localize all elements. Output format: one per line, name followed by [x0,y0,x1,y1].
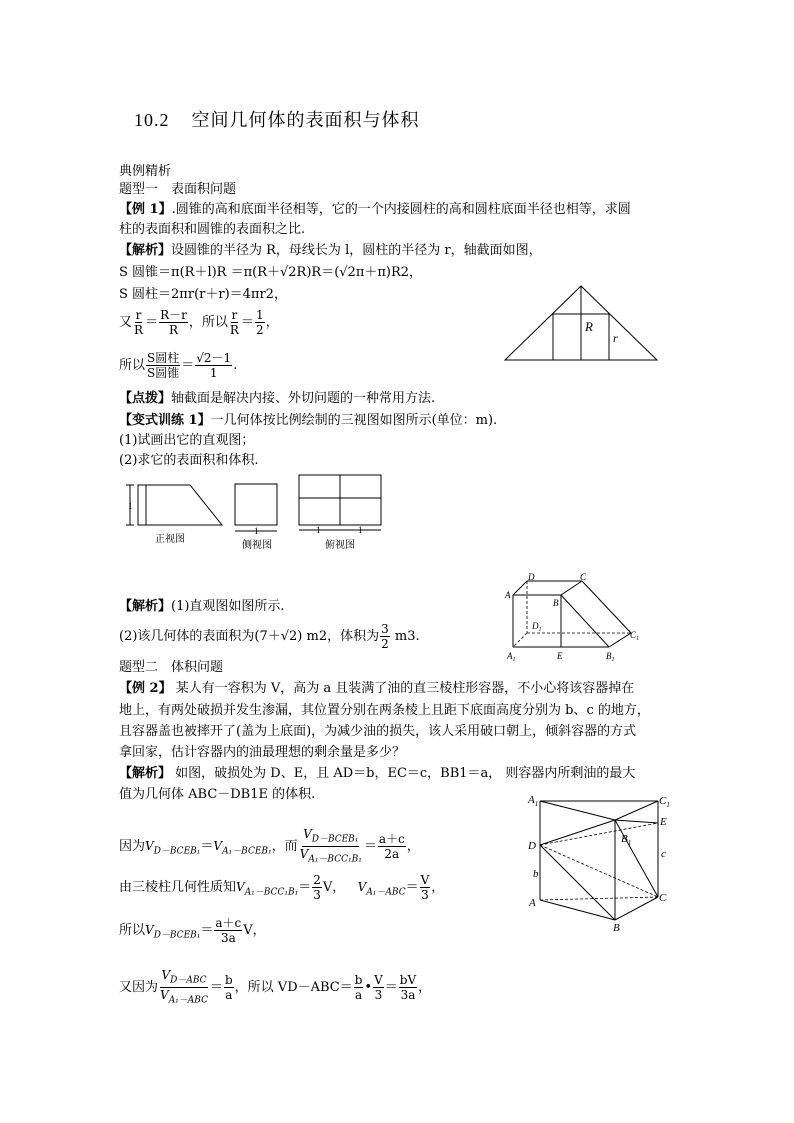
comma: ， [265,315,279,330]
den: S圆锥 [147,366,180,380]
type1-heading: 题型一 表面积问题 [119,182,237,197]
fraction-volume-ratio-2 [159,968,209,1008]
dim-label: 1 [254,526,259,536]
edge-B1C1 [609,633,631,647]
num: a＋c [215,916,242,930]
v-symbol: V [299,847,309,861]
front-shape [138,485,222,525]
fraction-2-3 [312,873,322,902]
label-A1: $A_1$ [528,794,539,808]
fraction-ac-2a [378,832,406,861]
side-view [235,484,277,551]
den [299,847,363,866]
label-B: B [613,922,620,934]
front-view-label: 正视图 [155,534,185,545]
fraction-r-R-2 [229,308,240,337]
equals: ＝ [209,980,223,995]
dim-label: 1 [358,525,363,535]
num [160,968,207,988]
title-text: 空间几何体的表面积与体积 [191,110,420,131]
unit: m3. [390,629,420,644]
den: 2 [381,637,389,651]
subscript: D－BCEB₁ [153,846,201,857]
edge-DB1 [540,820,615,845]
variant1-q2: (2)求它的表面积和体积. [119,453,259,468]
fraction-volume-ratio [299,827,363,867]
label-D: D [528,572,535,582]
text-property: 由三棱柱几何性质知 [119,880,237,895]
solution3-line5 [119,913,266,953]
subscript: A₁－BCEB₁ [222,846,272,857]
den: 3a [400,988,416,1002]
v-symbol: V [236,880,245,894]
fraction-b-a-2 [354,973,364,1002]
example2-line4: 拿回家，估计容器内的油最理想的剩余量是多少？ [119,745,406,760]
solution3-line6 [119,960,431,1016]
hidden-edge-AC [540,897,658,900]
fraction-result [195,351,232,380]
fraction-r-R [133,308,144,337]
text-er: ，而 [271,839,298,854]
comma: ， [418,980,432,995]
example1-tag: 【例 1】 [119,202,172,217]
solution3-line2: 值为几何体 ABC－DB1E 的体积. [119,787,316,802]
subscript: A₁－BCC₁B₁ [308,854,362,865]
den: 2a [384,847,400,861]
hidden-edge-DC [540,845,658,897]
dim-label: 1 [316,525,321,535]
num: bV [399,973,417,987]
num: r [231,308,238,322]
top-view-label: 俯视图 [325,540,355,551]
example2-text1: 某人有一容积为 V，高为 a 且装满了油的直三棱柱形容器，不小心将该容器掉在 [171,681,635,696]
num: 2 [313,873,321,887]
solution2-line2 [119,622,420,652]
solution1-line3: S 圆柱＝2πr(r＋r)＝4πr2， [119,287,287,302]
num: r [135,308,142,322]
v-symbol: V [357,880,367,894]
edge-AB [540,900,615,920]
den: a [355,988,363,1002]
equals: ＝ [298,880,312,895]
text-suoyi-v: ，所以 VD－ABC＝ [234,980,353,995]
comma: ， [406,839,420,854]
text-suoyi: ，所以 [188,315,228,330]
equals: ＝ [384,980,398,995]
den: a [225,988,233,1002]
fraction-V-3-2 [373,973,384,1002]
example2-line2: 地上，有两处破损并发生渗漏，其位置分别在两条棱上且距下底面高度分别为 b、c 的地方， [119,703,650,718]
edge-B1C [615,820,658,897]
num: b [224,973,233,987]
num: V [374,973,383,987]
equals: ＝ [200,923,214,938]
text-suoyi: 所以 [119,358,146,373]
subscript: D－ABC [170,975,207,985]
edge-CB [561,581,582,595]
den: 3 [313,888,321,902]
equals: ＝ [181,358,195,373]
type2-heading: 题型二 体积问题 [119,660,224,675]
hidden-edge-D1A1 [513,633,527,647]
variant1-q1: (1)试画出它的直观图； [119,433,255,448]
example1-line1 [119,201,631,219]
den: 3 [374,988,383,1002]
v-symbol: V [145,923,154,937]
solution1-text1: 设圆锥的半径为 R，母线长为 l，圆柱的半径为 r，轴截面如图， [171,243,542,258]
subscript: A₁－BCC₁B₁ [244,887,299,898]
subscript: A₁－ABC [366,887,406,898]
den [159,988,209,1007]
label-A: A [505,590,511,600]
v-symbol: V [161,967,171,982]
subscript: D－BCEB₁ [311,834,359,844]
label-b: b [533,868,539,880]
den: 3 [421,888,429,902]
solution2-text2: (2)该几何体的表面积为(7＋√2) m2，体积为 [119,629,380,644]
solid-figure [505,572,645,663]
fraction-bV-3a [399,973,417,1002]
label-C: C [580,572,587,582]
subscript: A₁－ABC [168,995,208,1006]
edge-DA [513,581,527,595]
solution1-line5 [119,349,237,383]
edge-BB1 [561,595,609,647]
comma: ， [431,880,445,895]
tip-tag: 【点拨】 [119,391,172,406]
label-C: C [659,892,667,904]
three-views-figure [118,480,388,556]
label-B1: $B_1$ [621,833,632,847]
equals: ＝ [200,839,214,854]
equals: ＝ [405,880,419,895]
section-number: 10.2 [134,110,170,130]
label-c: c [661,848,666,860]
solution2-text1: (1)直观图如图所示. [171,599,285,614]
solution1-tag: 【解析】 [119,243,172,258]
label-D1: $D_1$ [532,621,542,633]
num: 1 [255,308,264,322]
edge-C1B1 [615,801,658,820]
fraction-3-2 [380,622,390,651]
text-yinwei: 因为 [119,839,146,854]
top-view [299,475,381,551]
example2-line1 [119,680,634,698]
solution1-line4 [119,308,279,338]
num: S圆柱 [147,351,180,365]
example2-line3: 且容器盖也被摔开了(盖为上底面)，为减少油的损失，该人采用破口朝上，倾斜容器的方式 [119,724,637,739]
den: R [229,323,239,337]
den: 1 [209,366,218,380]
variant1-line [119,412,497,430]
edge-B1E [615,820,658,823]
example1-line2: 柱的表面积和圆锥的表面积之比. [119,222,306,237]
solution1-line1 [119,242,542,260]
tip-line [119,390,435,408]
page-title [134,106,420,132]
equals: ＝ [240,315,254,330]
label-B1: $B_1$ [606,651,615,663]
tip-text: 轴截面是解决内接、外切问题的一种常用方法. [171,391,436,406]
solution3-tag: 【解析】 [119,766,172,781]
text-suoyi: 所以 [119,923,146,938]
v-text: V， [243,923,266,938]
label-E: E [660,816,667,828]
fraction-V-3 [420,873,431,902]
label-D: D [528,840,536,852]
text-youyinwei: 又因为 [119,980,159,995]
label-A1: $A_1$ [507,651,516,663]
period: . [233,358,238,373]
num: R－r [160,308,187,322]
label-r: r [613,331,618,345]
v-symbol: V [145,839,154,853]
variant1-tag: 【变式训练 1】 [119,413,211,428]
variant1-text: 一几何体按比例绘制的三视图如图所示(单位：m). [210,413,498,428]
hidden-edge-DE [540,823,658,845]
fraction-ac-3a [214,916,242,945]
multiply-dot: • [364,980,373,995]
text-you: 又 [119,315,133,330]
label-C1: $C_1$ [659,795,670,809]
solution3-text1: 如图，破损处为 D、E，且 AD＝b，EC＝c，BB1＝a， 则容器内所剩油的最大 [171,766,636,781]
example1-text1: .圆锥的高和底面半径相等，它的一个内接圆柱的高和圆柱底面半径也相等，求圆 [171,202,631,217]
v-text: V， [322,880,346,895]
side-shape [235,484,277,525]
equals: ＝ [363,839,377,854]
num: b [354,973,363,987]
side-view-label: 侧视图 [242,540,272,551]
label-E: E [557,651,563,661]
fraction-b-a [224,973,234,1002]
dim-label: 1 [128,501,133,511]
label-R: R [585,319,593,334]
num [302,827,359,847]
fraction-1-2 [255,308,265,337]
section-heading: 典例精析 [119,164,172,179]
den: 2 [255,323,264,337]
prism-figure [527,790,677,935]
den: R [134,323,144,337]
v-symbol: V [213,839,223,853]
equals: ＝ [145,315,159,330]
v-symbol: V [160,988,169,1002]
num: 3 [381,622,389,636]
edge-BC [615,897,658,920]
label-C1: $C_1$ [630,630,640,642]
solution2-tag: 【解析】 [119,599,172,614]
edge-A1B1 [540,801,615,820]
fraction-Rr-R [159,308,188,337]
subscript: D－BCEB₁ [153,930,201,941]
num: a＋c [378,832,405,846]
v-symbol: V [303,826,312,841]
cone-cross-section-figure [503,284,659,362]
fraction-area-ratio [146,351,180,380]
example2-tag: 【例 2】 [119,681,172,696]
solution2-line1 [119,598,285,616]
den: R [168,323,178,337]
solution1-line2: S 圆锥＝π(R＋l)R ＝π(R＋√2R)R＝(√2π＋π)R2， [119,265,423,280]
den: 3a [220,931,236,945]
front-view [126,485,222,545]
edge-DB [540,845,615,920]
solution3-line1 [119,765,635,783]
num: V [420,873,430,887]
num: √2－1 [196,351,232,365]
label-B: B [553,598,559,608]
solution3-line4 [119,870,444,910]
label-A: A [529,897,536,909]
